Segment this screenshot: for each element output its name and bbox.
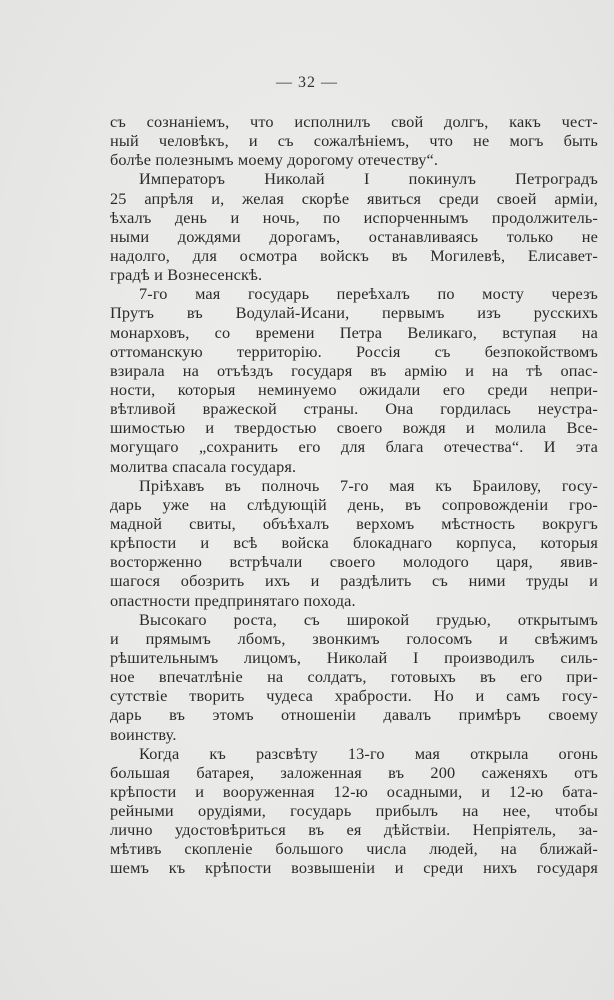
text-line: рейными орудіями, государь прибылъ на нее, чтобы	[110, 801, 598, 821]
text-line: ѣхалъ день и ночь, по испорченнымъ продолжитель-	[110, 207, 598, 227]
text-line: ности, которыя неминуемо ожидали его среди непри-	[110, 379, 598, 399]
text-line: сутствіе творить чудеса храбрости. Но и самъ госу-	[110, 686, 598, 706]
text-line: Императоръ Николай I покинулъ Петроградъ	[139, 169, 598, 189]
text-line: Прутъ въ Водулай-Исани, первымъ изъ русскихъ	[110, 303, 598, 323]
text-line: ными дождями дорогамъ, останавливаясь только не	[110, 226, 598, 246]
text-line: Высокаго роста, съ широкой грудью, открытымъ	[139, 609, 598, 629]
text-line: могущаго „сохранить его для блага отечества“. И эта	[110, 437, 598, 457]
text-line: мѣтивъ скопленіе большого числа людей, на ближай-	[110, 839, 598, 859]
text-line: ное впечатлѣніе на солдатъ, готовыхъ въ его при-	[110, 667, 598, 687]
paragraph	[110, 744, 598, 878]
text-line: Когда къ разсвѣту 13-го мая открыла огонь	[139, 743, 598, 763]
text-line: опастности предпринятаго похода.	[110, 590, 356, 610]
text-line: надолго, для осмотра войскъ въ Могилевѣ, Елисавет-	[110, 245, 598, 265]
text-line: восторженно встрѣчали своего молодого царя, явив-	[110, 552, 598, 572]
text-line: шимостью и твердостью своего вождя и молила Все-	[110, 418, 598, 438]
page-number: — 32 —	[276, 74, 338, 91]
text-line: Пріѣхавъ въ полночь 7-го мая къ Браилову, госу-	[139, 475, 598, 495]
text-line: взирала на отъѣздъ государя въ армію и на тѣ опас-	[110, 360, 598, 380]
paragraph	[110, 284, 598, 475]
text-line: дарь уже на слѣдующій день, въ сопровожденіи гро-	[110, 494, 598, 514]
body-text	[110, 112, 598, 878]
text-line: ный человѣкъ, и съ сожалѣніемъ, что не могъ быть	[110, 131, 598, 151]
text-line: большая батарея, заложенная въ 200 саженяхъ отъ	[110, 762, 598, 782]
text-line: мадной свиты, объѣхалъ верхомъ мѣстность вокругъ	[110, 513, 598, 533]
text-line: воинству.	[110, 724, 177, 744]
paragraph	[110, 169, 598, 284]
text-line: градѣ и Вознесенскѣ.	[110, 265, 263, 285]
paragraph	[110, 610, 598, 744]
text-line: вѣтливой вражеской страны. Она гордилась неустра-	[110, 399, 598, 419]
text-line: дарь въ этомъ отношеніи давалъ примѣръ своему	[110, 705, 598, 725]
text-line: лично удостовѣриться въ ея дѣйствіи. Непріятель, за-	[110, 820, 598, 840]
text-line: крѣпости и всѣ войска блокаднаго корпуса, которыя	[110, 533, 598, 553]
text-line: монарховъ, со времени Петра Великаго, вступая на	[110, 322, 598, 342]
text-line: шагося обозрить ихъ и раздѣлить съ ними труды и	[110, 571, 598, 591]
text-line: и прямымъ лбомъ, звонкимъ голосомъ и свѣжимъ	[110, 628, 598, 648]
text-line: 25 апрѣля и, желая скорѣе явиться среди своей арміи,	[110, 188, 598, 208]
paragraph	[110, 112, 598, 169]
paragraph	[110, 476, 598, 610]
text-line: шемъ къ крѣпости возвышеніи и среди нихъ государя	[110, 858, 598, 878]
text-line: крѣпости и вооруженная 12-ю осадными, и 12-ю бата-	[110, 781, 598, 801]
text-line: 7-го мая государь переѣхалъ по мосту черезъ	[139, 284, 598, 304]
text-line: молитва спасала государя.	[110, 456, 297, 476]
text-line: рѣшительнымъ лицомъ, Николай I производилъ силь-	[110, 647, 598, 667]
text-line: оттоманскую территорію. Россія съ безпокойствомъ	[110, 341, 598, 361]
text-line: съ сознаніемъ, что исполнилъ свой долгъ, какъ чест-	[110, 112, 598, 131]
text-line: болѣе полезнымъ моему дорогому отечеству“.	[110, 150, 439, 170]
